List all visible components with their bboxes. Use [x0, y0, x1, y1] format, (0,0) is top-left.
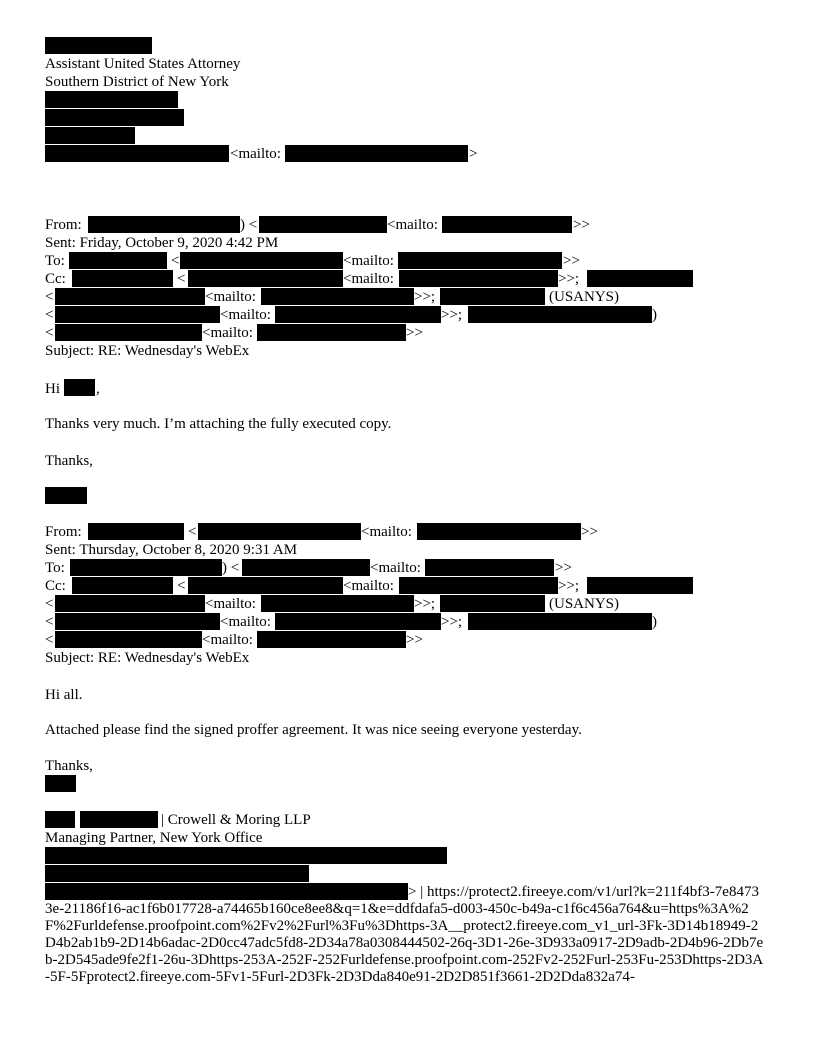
redaction [275, 613, 441, 630]
signature-title: Assistant United States Attorney [45, 56, 241, 72]
email2-line5-paren: ) [652, 614, 657, 630]
email2-line5-open: < [45, 614, 54, 630]
email1-to-label: To: [45, 253, 65, 269]
email1-line5-mailto: <mailto: [220, 307, 271, 323]
redaction [45, 775, 76, 792]
email1-line4-end: >>; [414, 289, 436, 305]
redaction [442, 216, 572, 233]
email2-line6-end: >> [406, 632, 423, 648]
redaction [468, 613, 652, 630]
redaction [468, 306, 652, 323]
email2-line5-end: >>; [441, 614, 463, 630]
email1-line6-open: < [45, 325, 54, 341]
redaction [55, 595, 205, 612]
mailto-text: <mailto: [230, 146, 281, 162]
email2-greeting: Hi all. [45, 687, 83, 703]
email1-line4-mailto: <mailto: [205, 289, 256, 305]
email1-from-text: ) < [240, 217, 258, 233]
email2-cc-label: Cc: [45, 578, 66, 594]
email2-closing: Thanks, [45, 758, 93, 774]
email1-cc-mailto: <mailto: [343, 271, 394, 287]
email1-from-label: From: [45, 217, 82, 233]
redaction [64, 379, 95, 396]
email2-from-text: < [188, 524, 197, 540]
redaction [188, 577, 343, 594]
redaction [399, 270, 558, 287]
redaction [587, 577, 693, 594]
email2-line4-open: < [45, 596, 54, 612]
email1-to-end: >> [563, 253, 580, 269]
redaction [70, 559, 222, 576]
email1-from-end: >> [573, 217, 590, 233]
redaction [257, 631, 406, 648]
redaction [398, 252, 562, 269]
protected-url[interactable] [45, 884, 765, 986]
redaction [188, 270, 343, 287]
redaction [80, 811, 158, 828]
email2-cc-mailto: <mailto: [343, 578, 394, 594]
email1-line4-usanys: (USANYS) [549, 289, 620, 305]
redaction [45, 127, 135, 144]
email2-from-mailto: <mailto: [361, 524, 412, 540]
redaction [257, 324, 406, 341]
mailto-close: > [469, 146, 478, 162]
redaction [45, 37, 152, 54]
redaction [417, 523, 581, 540]
email2-from-end: >> [581, 524, 598, 540]
redaction [45, 865, 309, 882]
redaction [285, 145, 468, 162]
email1-cc-text: < [177, 271, 186, 287]
redaction [72, 270, 173, 287]
email1-greeting: Hi [45, 381, 60, 397]
redaction [242, 559, 370, 576]
redaction [180, 252, 343, 269]
url-text[interactable]: https://protect2.fireeye.com/v1/url?k=211f4bf3-7e84733e-21186f16-ac1f6b017728-a74465b160ce8ee8&q=1&e=ddfdafa5-d003-450c-b49a-c1f6c456a764&u=https%3A%2F%2Furldefense.proofpoint.com%2Fv2%2Furl%3Fu%3Dhttps-3A__protect2.fireeye.com_v1_url-3Fk-3D14b18949-2D4b2ab1b9-2D14b6adac-2D0cc47adc5fd8-2D34a78a0308444502-26q-3D1-26e-3D933a0917-2D9adb-2D4b96-2Db7eb-2D545ade9fe2f1-26u-3Dhttps-253A-252F-252Furldefense.proofpoint.com-252Fv2-252Furl-253Fu-253Dhttps-2D3A-5F-5Fprotect2.fireeye.com-5Fv1-5Furl-2D3Fk-2D3Dda840e91-2D2D851f3661-2D2Dda832a74- [45, 884, 764, 985]
redaction [55, 324, 202, 341]
redaction [275, 306, 441, 323]
redaction [425, 559, 554, 576]
url-lead: > | [408, 884, 427, 900]
email1-sent: Sent: Friday, October 9, 2020 4:42 PM [45, 235, 279, 251]
redaction [261, 288, 414, 305]
email1-line6-end: >> [406, 325, 423, 341]
redaction [45, 847, 447, 864]
email2-line6-open: < [45, 632, 54, 648]
email1-subject: Subject: RE: Wednesday's WebEx [45, 343, 250, 359]
redaction [45, 487, 87, 504]
redaction [55, 631, 202, 648]
email1-line5-paren: ) [652, 307, 657, 323]
email1-line6-mailto: <mailto: [202, 325, 253, 341]
redaction [45, 811, 75, 828]
email1-body: Thanks very much. I’m attaching the fully executed copy. [45, 416, 392, 432]
email2-to-mailto: <mailto: [370, 560, 421, 576]
email1-cc-end: >>; [558, 271, 580, 287]
firm-name: | Crowell & Moring LLP [161, 812, 311, 828]
email2-line6-mailto: <mailto: [202, 632, 253, 648]
email1-to-mailto: <mailto: [343, 253, 394, 269]
email1-cc-label: Cc: [45, 271, 66, 287]
redaction [45, 91, 178, 108]
signature-office: Southern District of New York [45, 74, 229, 90]
redaction [55, 306, 220, 323]
redaction [69, 252, 167, 269]
email2-line5-mailto: <mailto: [220, 614, 271, 630]
email2-line4-usanys: (USANYS) [549, 596, 620, 612]
email2-subject: Subject: RE: Wednesday's WebEx [45, 650, 250, 666]
redaction [45, 109, 184, 126]
redaction [55, 613, 220, 630]
email1-from-mailto: <mailto: [387, 217, 438, 233]
redaction [198, 523, 361, 540]
redaction [259, 216, 387, 233]
redaction [261, 595, 414, 612]
redaction [88, 216, 240, 233]
redaction [587, 270, 693, 287]
email2-line4-end: >>; [414, 596, 436, 612]
redaction [88, 523, 184, 540]
email1-greeting-comma: , [96, 381, 100, 397]
redaction [55, 288, 205, 305]
email2-line4-mailto: <mailto: [205, 596, 256, 612]
email1-closing: Thanks, [45, 453, 93, 469]
email2-body: Attached please find the signed proffer agreement. It was nice seeing everyone yesterday. [45, 722, 582, 738]
redaction [440, 595, 545, 612]
email1-to-text: < [171, 253, 180, 269]
redaction [72, 577, 173, 594]
email2-cc-text: < [177, 578, 186, 594]
email2-to-label: To: [45, 560, 65, 576]
email1-line4-open: < [45, 289, 54, 305]
email1-line5-open: < [45, 307, 54, 323]
email1-line5-end: >>; [441, 307, 463, 323]
redaction [440, 288, 545, 305]
redaction [399, 577, 558, 594]
email2-from-label: From: [45, 524, 82, 540]
email2-to-text: ) < [222, 560, 240, 576]
email2-sent: Sent: Thursday, October 8, 2020 9:31 AM [45, 542, 298, 558]
email2-to-end: >> [555, 560, 572, 576]
email2-cc-end: >>; [558, 578, 580, 594]
redaction [45, 145, 229, 162]
signature2-title: Managing Partner, New York Office [45, 830, 263, 846]
